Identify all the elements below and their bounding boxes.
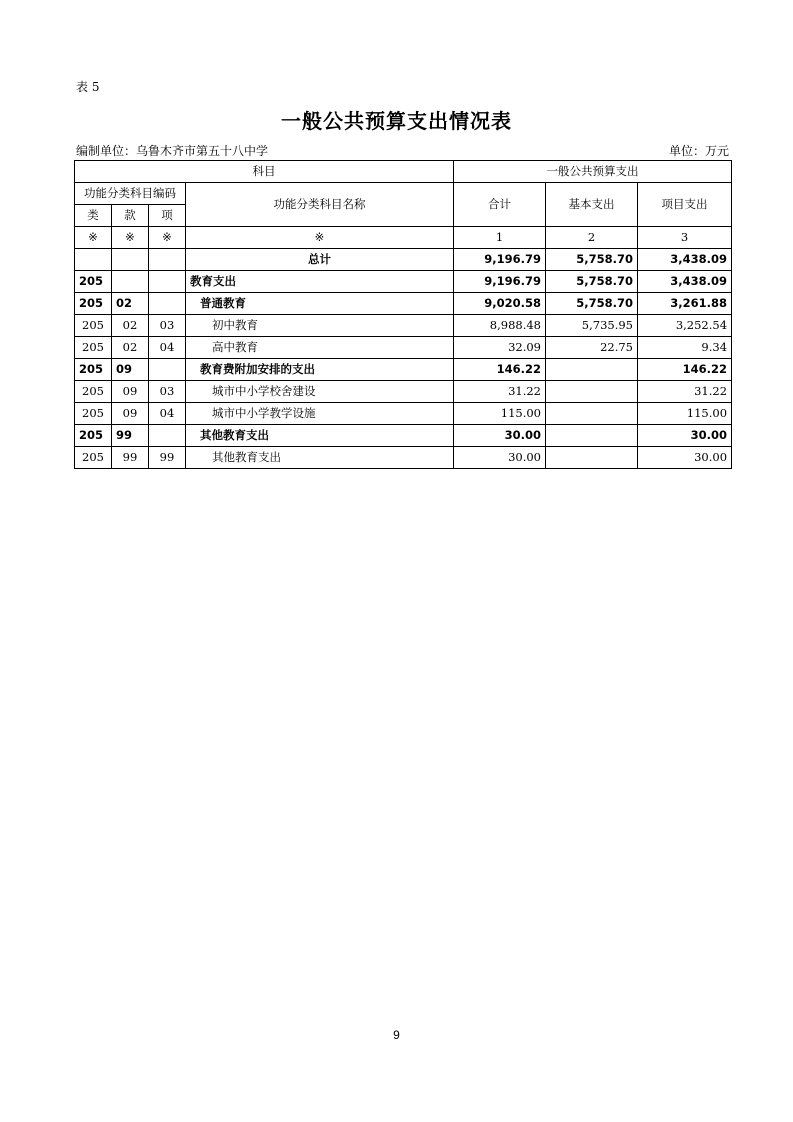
- project-cell: 3,252.54: [638, 315, 732, 337]
- kuan-cell: 02: [112, 315, 149, 337]
- lei-cell: 205: [75, 315, 112, 337]
- total-cell: 9,196.79: [454, 249, 546, 271]
- project-cell: 31.22: [638, 381, 732, 403]
- page-number: 9: [393, 1028, 400, 1042]
- xiang-cell: [149, 249, 186, 271]
- xiang-cell: 03: [149, 381, 186, 403]
- lei-cell: 205: [75, 447, 112, 469]
- kuan-cell: [112, 271, 149, 293]
- project-cell: 3,261.88: [638, 293, 732, 315]
- currency-unit: 单位：万元: [668, 144, 729, 158]
- lei-cell: 205: [75, 359, 112, 381]
- kuan-cell: 09: [112, 403, 149, 425]
- project-cell: 30.00: [638, 425, 732, 447]
- table-row: [75, 381, 732, 403]
- total-cell: 30.00: [454, 447, 546, 469]
- name-cell: 教育费附加安排的支出: [186, 359, 454, 381]
- xiang-cell: 04: [149, 403, 186, 425]
- kuan-cell: 02: [112, 337, 149, 359]
- compiler-unit: 编制单位：乌鲁木齐市第五十八中学: [76, 144, 269, 158]
- index-row: [75, 227, 732, 249]
- total-cell: 8,988.48: [454, 315, 546, 337]
- mark-cell: ※: [75, 227, 112, 249]
- mark-cell: ※: [112, 227, 149, 249]
- total-cell: 30.00: [454, 425, 546, 447]
- name-cell: 城市中小学校舍建设: [186, 381, 454, 403]
- name-cell: 教育支出: [186, 271, 454, 293]
- basic-header: 基本支出: [546, 183, 638, 227]
- lei-cell: 205: [75, 337, 112, 359]
- project-header: 项目支出: [638, 183, 732, 227]
- basic-cell: [546, 447, 638, 469]
- page-title: 一般公共预算支出情况表: [281, 109, 512, 133]
- project-cell: 146.22: [638, 359, 732, 381]
- basic-cell: [546, 425, 638, 447]
- lei-cell: 205: [75, 271, 112, 293]
- table-row: [75, 447, 732, 469]
- table-row: [75, 249, 732, 271]
- budget-table: [74, 160, 732, 469]
- lei-header: 类: [75, 205, 112, 227]
- total-cell: 146.22: [454, 359, 546, 381]
- kuan-cell: 99: [112, 425, 149, 447]
- basic-cell: 5,758.70: [546, 249, 638, 271]
- name-header: 功能分类科目名称: [186, 183, 454, 227]
- name-cell: 总计: [186, 249, 454, 271]
- basic-cell: [546, 359, 638, 381]
- basic-cell: 22.75: [546, 337, 638, 359]
- mark-cell: ※: [186, 227, 454, 249]
- total-cell: 9,196.79: [454, 271, 546, 293]
- table-row: [75, 425, 732, 447]
- lei-cell: 205: [75, 293, 112, 315]
- kuan-cell: [112, 249, 149, 271]
- table-row: [75, 403, 732, 425]
- total-header: 合计: [454, 183, 546, 227]
- budget-expenditure-header: 一般公共预算支出: [454, 161, 732, 183]
- total-cell: 32.09: [454, 337, 546, 359]
- table-row: [75, 293, 732, 315]
- lei-cell: [75, 249, 112, 271]
- name-cell: 城市中小学教学设施: [186, 403, 454, 425]
- basic-cell: 5,758.70: [546, 271, 638, 293]
- header-row-1: [75, 161, 732, 183]
- kuan-cell: 09: [112, 381, 149, 403]
- code-group-header: 功能分类科目编码: [75, 183, 186, 205]
- name-cell: 初中教育: [186, 315, 454, 337]
- kuan-cell: 09: [112, 359, 149, 381]
- basic-cell: 5,735.95: [546, 315, 638, 337]
- col-index-3: 3: [638, 227, 732, 249]
- lei-cell: 205: [75, 403, 112, 425]
- xiang-cell: [149, 293, 186, 315]
- lei-cell: 205: [75, 381, 112, 403]
- project-cell: 30.00: [638, 447, 732, 469]
- xiang-cell: [149, 359, 186, 381]
- project-cell: 3,438.09: [638, 271, 732, 293]
- xiang-cell: [149, 271, 186, 293]
- total-cell: 31.22: [454, 381, 546, 403]
- project-cell: 3,438.09: [638, 249, 732, 271]
- name-cell: 高中教育: [186, 337, 454, 359]
- basic-cell: 5,758.70: [546, 293, 638, 315]
- xiang-header: 项: [149, 205, 186, 227]
- xiang-cell: [149, 425, 186, 447]
- basic-cell: [546, 381, 638, 403]
- xiang-cell: 04: [149, 337, 186, 359]
- project-cell: 115.00: [638, 403, 732, 425]
- table-number: 表 5: [76, 80, 100, 94]
- name-cell: 普通教育: [186, 293, 454, 315]
- lei-cell: 205: [75, 425, 112, 447]
- mark-cell: ※: [149, 227, 186, 249]
- header-row-2: [75, 183, 732, 205]
- subject-header: 科目: [75, 161, 454, 183]
- name-cell: 其他教育支出: [186, 447, 454, 469]
- table-row: [75, 271, 732, 293]
- xiang-cell: 03: [149, 315, 186, 337]
- total-cell: 9,020.58: [454, 293, 546, 315]
- project-cell: 9.34: [638, 337, 732, 359]
- col-index-1: 1: [454, 227, 546, 249]
- xiang-cell: 99: [149, 447, 186, 469]
- kuan-header: 款: [112, 205, 149, 227]
- table-row: [75, 315, 732, 337]
- table-row: [75, 359, 732, 381]
- name-cell: 其他教育支出: [186, 425, 454, 447]
- col-index-2: 2: [546, 227, 638, 249]
- kuan-cell: 02: [112, 293, 149, 315]
- table-row: [75, 337, 732, 359]
- kuan-cell: 99: [112, 447, 149, 469]
- basic-cell: [546, 403, 638, 425]
- total-cell: 115.00: [454, 403, 546, 425]
